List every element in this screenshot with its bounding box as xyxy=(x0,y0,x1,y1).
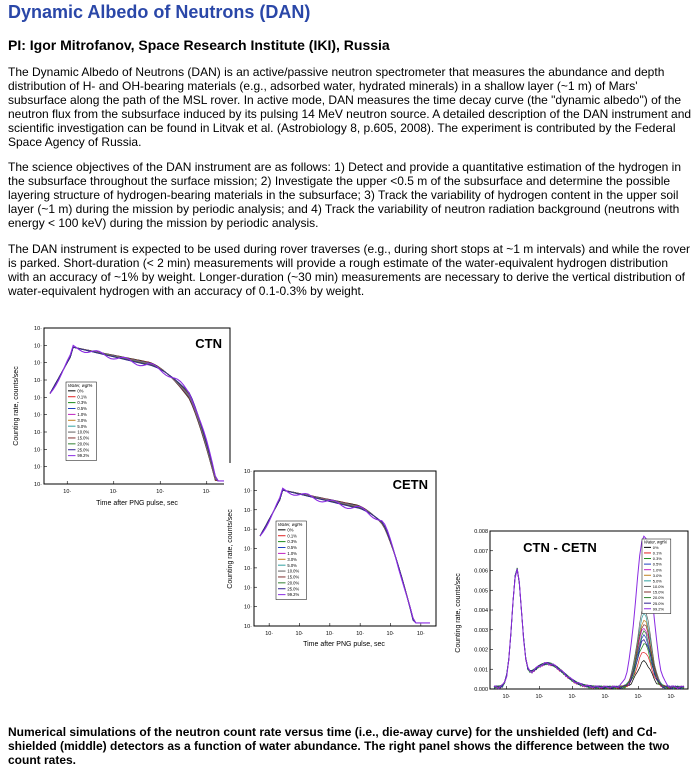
ctn-legend xyxy=(66,382,96,461)
y-tick-label: 0.007 xyxy=(474,548,488,555)
cetn-legend xyxy=(276,521,306,600)
chart-title: CTN - CETN xyxy=(523,540,597,555)
legend-entry: 0% xyxy=(287,527,294,533)
legend-entry: 25.0% xyxy=(77,447,90,453)
x-tick-label: 10· xyxy=(109,489,118,495)
x-tick-label: 10· xyxy=(634,694,643,700)
legend-entry: 0.1% xyxy=(287,533,297,539)
legend-entry: 99.2% xyxy=(77,453,90,459)
legend-title: Water, wgt% xyxy=(278,521,303,527)
legend-entry: 0% xyxy=(77,388,84,394)
y-tick-label: 0.002 xyxy=(474,647,488,654)
diff-legend xyxy=(642,539,671,614)
page-title: Dynamic Albedo of Neutrons (DAN) xyxy=(8,2,311,22)
legend-entry: 25.0% xyxy=(652,600,665,606)
y-tick-label: 10· xyxy=(34,482,42,488)
y-axis-label: Counting rate, counts/sec xyxy=(13,366,20,446)
legend-entry: 0.1% xyxy=(652,550,662,556)
legend-entry: 5.0% xyxy=(652,578,662,584)
legend-entry: 10.0% xyxy=(652,584,665,590)
y-tick-label: 0.000 xyxy=(474,687,488,693)
legend-entry: 5.0% xyxy=(287,562,297,568)
paragraph-objectives: The science objectives of the DAN instrument are as follows: 1) Detect and provide a quantitative estimation of the hydrogen in the subsurface throughout the surface mission; 2) Investigate the upper <0.5 m of the subsurface and determine the possible layering structure of hydrogen-bearing materials in the subsurface; 3) Track the variability of hydrogen content in the upper soil layer (~1 m) during the mission by periodic analysis; and 4) Track the variability of neutron radiation background (neutrons with energy < 100 keV) during the mission by periodic analysis. xyxy=(8,160,682,230)
pi-heading: PI: Igor Mitrofanov, Space Research Institute (IKI), Russia xyxy=(8,37,390,53)
y-tick-label: 10· xyxy=(34,378,42,384)
y-tick-label: 10· xyxy=(244,585,252,592)
legend-entry: 25.0% xyxy=(287,586,300,592)
legend-entry: 20.0% xyxy=(287,580,300,586)
chart-difference xyxy=(452,525,692,702)
legend-title: Water, wgt% xyxy=(68,382,93,388)
legend-entry: 0.3% xyxy=(652,556,662,562)
y-tick-label: 10· xyxy=(34,360,42,367)
y-tick-label: 0.003 xyxy=(474,627,488,634)
y-tick-label: 10· xyxy=(34,326,42,332)
x-tick-label: 10· xyxy=(502,694,511,700)
x-tick-label: 10· xyxy=(265,631,274,637)
x-tick-label: 10· xyxy=(202,489,211,495)
y-tick-label: 10· xyxy=(244,527,252,534)
y-tick-label: 10· xyxy=(34,343,42,350)
legend-entry: 3.0% xyxy=(652,572,662,578)
y-tick-label: 0.001 xyxy=(474,667,488,674)
legend-entry: 0.1% xyxy=(77,394,87,400)
y-tick-label: 10· xyxy=(244,488,252,495)
x-tick-label: 10· xyxy=(295,631,304,637)
x-tick-label: 10· xyxy=(416,631,425,637)
y-tick-label: 10· xyxy=(244,624,252,630)
y-tick-label: 10· xyxy=(34,395,42,402)
y-tick-label: 10· xyxy=(34,447,42,454)
y-axis-label: Counting rate, counts/sec xyxy=(455,573,462,653)
chart-cetn xyxy=(224,463,442,653)
x-tick-label: 10· xyxy=(386,631,395,637)
y-tick-label: 10· xyxy=(244,604,252,611)
x-tick-label: 10· xyxy=(601,694,610,700)
legend-entry: 0% xyxy=(652,544,659,550)
chart-title: CETN xyxy=(392,477,428,492)
figure-caption: Numerical simulations of the neutron count rate versus time (i.e., die-away curve) for the unshielded (left) and Cd-shielded (middle) detectors as a function of water abundance. The right panel shows the difference between the two count rates. xyxy=(8,725,670,767)
legend-entry: 10.0% xyxy=(77,429,90,435)
x-tick-label: 10· xyxy=(356,631,365,637)
legend-entry: 15.0% xyxy=(652,589,665,595)
y-axis-label: Counting rate, counts/sec xyxy=(227,509,234,589)
x-tick-label: 10· xyxy=(568,694,577,700)
y-tick-label: 10· xyxy=(244,507,252,514)
legend-entry: 15.0% xyxy=(287,574,300,580)
legend-title: Water, wgt% xyxy=(644,539,668,545)
chart-title: CTN xyxy=(195,336,222,351)
legend-entry: 0.5% xyxy=(77,406,87,412)
legend-entry: 99.2% xyxy=(287,592,300,598)
chart-ctn xyxy=(8,320,233,512)
legend-entry: 10.0% xyxy=(287,568,300,574)
legend-entry: 3.0% xyxy=(287,556,297,562)
legend-entry: 5.0% xyxy=(77,423,87,429)
x-tick-label: 10· xyxy=(535,694,544,700)
x-tick-label: 10· xyxy=(63,489,72,495)
legend-entry: 3.0% xyxy=(77,417,87,423)
y-tick-label: 0.005 xyxy=(474,588,488,595)
x-axis-label: Time after PNG pulse, sec xyxy=(303,641,385,648)
figure-ctn xyxy=(8,320,233,512)
y-tick-label: 10· xyxy=(244,469,252,475)
legend-entry: 0.3% xyxy=(77,400,87,406)
x-axis-label: Time after PNG pulse, sec xyxy=(96,500,178,507)
y-tick-label: 0.008 xyxy=(474,529,488,535)
legend-entry: 0.5% xyxy=(287,545,297,551)
x-tick-label: 10· xyxy=(325,631,334,637)
x-tick-label: 10· xyxy=(156,489,165,495)
x-tick-label: 10· xyxy=(667,694,676,700)
y-tick-label: 10· xyxy=(34,464,42,471)
legend-entry: 1.0% xyxy=(652,567,662,573)
y-tick-label: 10· xyxy=(244,565,252,572)
legend-entry: 20.0% xyxy=(652,595,665,601)
legend-entry: 1.0% xyxy=(77,411,87,417)
paragraph-usage: The DAN instrument is expected to be used during rover traverses (e.g., during short stops at ~1 m intervals) and while the rover is parked. Short-duration (< 2 min) measurements will provide a rough estimate of the water-equivalent hydrogen distribution with an accuracy of ~1% by weight. Longer-duration (~30 min) measurements are necessary to derive the vertical distribution of water-equivalent hydrogen with an accuracy of 0.1-0.3% by weight. xyxy=(8,242,690,298)
y-tick-label: 0.004 xyxy=(474,608,488,614)
y-tick-label: 10· xyxy=(34,412,42,419)
legend-entry: 0.3% xyxy=(287,539,297,545)
legend-entry: 0.5% xyxy=(652,561,662,567)
legend-entry: 1.0% xyxy=(287,550,297,556)
y-tick-label: 0.006 xyxy=(474,568,488,575)
legend-entry: 20.0% xyxy=(77,441,90,447)
paragraph-intro: The Dynamic Albedo of Neutrons (DAN) is an active/passive neutron spectrometer that measures the abundance and depth distribution of H- and OH-bearing materials (e.g., adsorbed water, hydrated minerals) in a shallow layer (~1 m) of Mars' subsurface along the path of the MSL rover. In active mode, DAN measures the time decay curve (the "dynamic albedo") of the neutron flux from the subsurface induced by its pulsing 14 MeV neutron source. A detailed description of the DAN instrument and scientific investigation can be found in Litvak et al. (Astrobiology 8, p.605, 2008). The experiment is contributed by the Federal Space Agency of Russia. xyxy=(8,65,692,149)
figure-cetn xyxy=(224,463,442,653)
y-tick-label: 10· xyxy=(244,546,252,553)
legend-entry: 15.0% xyxy=(77,435,90,441)
legend-entry: 99.2% xyxy=(652,606,665,612)
y-tick-label: 10· xyxy=(34,430,42,436)
figure-difference xyxy=(452,525,692,702)
